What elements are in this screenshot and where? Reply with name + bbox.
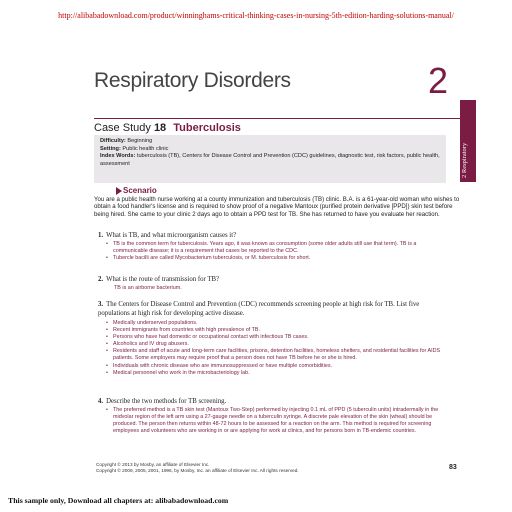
- question-text: Describe the two methods for TB screening.: [106, 398, 227, 405]
- source-url[interactable]: http://alibabadownload.com/product/winninghams-critical-thinking-cases-in-nursing-5th-edition-harding-solutions-manual/: [58, 11, 454, 20]
- scenario-arrow-icon: [116, 187, 122, 195]
- question-text: What is TB, and what microorganism causes it?: [106, 232, 237, 239]
- index-words-label: Index Words:: [100, 153, 136, 160]
- copyright-notice: [96, 462, 436, 474]
- difficulty-value: Beginning: [127, 138, 153, 144]
- answer-4: [106, 407, 450, 435]
- difficulty-line: [100, 138, 440, 146]
- chapter-side-tab: [460, 100, 476, 182]
- copyright-line-1: Copyright © 2013 by Mosby, an affiliate of Elsevier Inc.: [96, 462, 210, 467]
- question-text: What is the route of transmission for TB?: [106, 276, 220, 283]
- answer-2: [106, 285, 450, 292]
- copyright-line-2: Copyright © 2009, 2005, 2001, 1996, by Mosby, Inc. an affiliate of Elsevier Inc. All rights reserved.: [96, 468, 299, 473]
- page-number: 83: [449, 464, 457, 471]
- answer-item: • Medically underserved populations.: [106, 320, 450, 327]
- chapter-title: Respiratory Disorders: [94, 69, 291, 92]
- scenario-text: You are a public health nurse working at a county immunization and tuberculosis (TB) clinic. B.A. is a 61-year-old woman who wishes to obtain a food handler's license and is required to show proof of a negative Mantoux (purified protein derivative [PPD]) skin test before being hired. She came to your clinic 2 days ago to obtain a PPD test for TB. She has returned to have you evaluate her reaction.: [94, 196, 460, 218]
- answer-item: • Recent immigrants from countries with high prevalence of TB.: [106, 327, 450, 334]
- answer-item: • Medical personnel who work in the microbacteriology lab.: [106, 370, 450, 377]
- download-note: This sample only, Download all chapters at: alibabadownload.com: [8, 496, 229, 505]
- answer-3: [106, 320, 450, 377]
- question-1: [98, 232, 450, 239]
- question-3: [98, 301, 450, 318]
- difficulty-label: Difficulty:: [100, 138, 126, 144]
- setting-label: Setting:: [100, 145, 121, 152]
- question-number: 1.: [98, 232, 104, 239]
- setting-value: Public health clinic: [122, 145, 169, 152]
- chapter-number: 2: [428, 60, 449, 101]
- case-label: Case Study: [94, 122, 151, 134]
- question-2: [98, 276, 450, 283]
- case-number: 18: [153, 122, 167, 134]
- question-number: 4.: [98, 398, 104, 405]
- case-study-heading: [94, 122, 241, 134]
- question-number: 2.: [98, 276, 104, 283]
- index-words-value: tuberculosis (TB), Centers for Disease Control and Prevention (CDC) guidelines, diagnostic test, risk factors, public health, assessment: [100, 153, 440, 167]
- question-text: The Centers for Disease Control and Prevention (CDC) recommends screening people at high risk for TB. List five populations at high risk for developing active disease.: [98, 301, 420, 317]
- case-topic: Tuberculosis: [173, 122, 241, 134]
- case-info-box: [94, 135, 446, 183]
- index-words-line: [100, 153, 440, 168]
- question-4: [98, 398, 450, 405]
- answer-item: • Tubercle bacilli are called Mycobacterium tuberculosis, or M. tuberculosis for short.: [106, 255, 450, 262]
- question-number: 3.: [98, 301, 104, 308]
- answer-item: • Individuals with chronic disease who are immunosuppressed or have multiple comorbidities.: [106, 363, 450, 370]
- answer-item: • The preferred method is a TB skin test (Mantoux Two-Step) performed by injecting 0.1 mL of PPD (5 tuberculin units) intradermally in the midvolar region of the left arm using a 27-gauge needle on a tuberculin syringe. A discrete pale elevation of the skin (wheal) should be produced. The person then returns within 48-72 hours to be assessed for a reaction on the arm. This method is required for screening employees and volunteers who are working in or are applying for work at clinics, and for persons born in TB-endemic countries.: [106, 407, 450, 435]
- answer-item: • Persons who have had domestic or occupational contact with infectious TB cases.: [106, 334, 450, 341]
- setting-line: [100, 146, 440, 154]
- scenario-heading: Scenario: [123, 186, 157, 195]
- answer-item: • TB is the common term for tuberculosis. Years ago, it was known as consumption (some older adults still use that term). TB is a communicable disease; it is a requirement that cases be reported to the CDC.: [106, 241, 450, 255]
- answer-item: • Alcoholics and IV drug abusers.: [106, 341, 450, 348]
- answer-text: TB is an airborne bacterium.: [114, 285, 182, 291]
- answer-item: • Residents and staff of acute and long-term care facilities, prisons, detention facilities, homeless shelters, and residential facilities for AIDS patients. Some employers may require proof that a person does not have TB before he or she is hired.: [106, 348, 450, 362]
- answer-1: [106, 241, 450, 262]
- title-divider: [94, 118, 460, 119]
- side-tab-label: 2 Respiratory: [461, 142, 468, 178]
